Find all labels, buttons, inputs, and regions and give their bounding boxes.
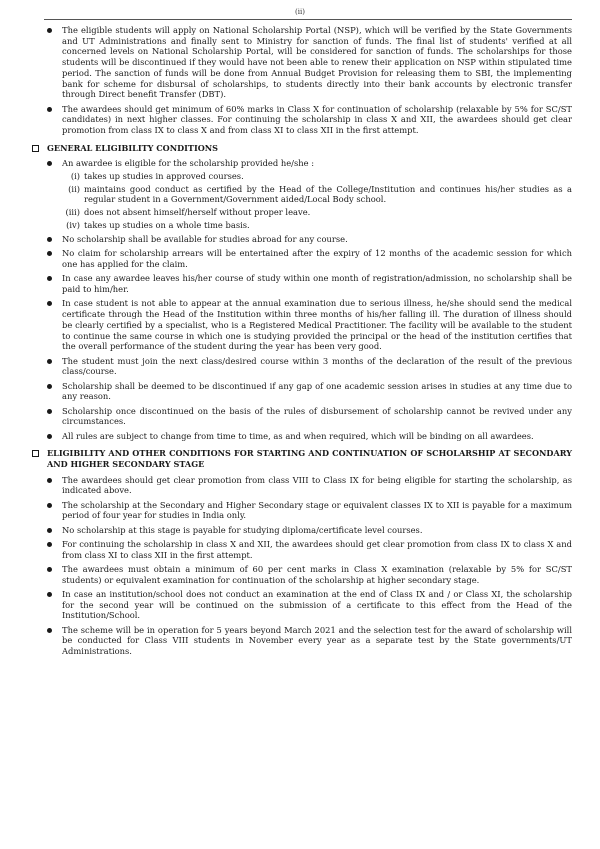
list-item-text: In case student is not able to appear at the annual examination due to serious illness, he/she should send the medical certificate through the Head of the Institution within three months of his/her falling ill. The duration of illness should be clearly certified by a specialist, who is a Registered Medical Practitioner. The facility will be available to the student to continue the same course in which one is studying provided the principal or the head of the institution certifies that the overall performance of the student during the year has been very good. [62,298,572,352]
bullet-icon [47,161,52,166]
sub-item-text: takes up studies in approved courses. [84,171,244,182]
list-item [32,298,572,352]
sub-list-item [62,220,572,231]
sub-item-number: (iv) [66,219,80,230]
section-heading-general-eligibility [32,143,572,154]
list-item [32,248,572,269]
list-item-text: The scheme will be in operation for 5 years beyond March 2021 and the selection test for the award of scholarship will be conducted for Class VIII students in November every year as a separate test by the State governments/UT Administrations. [62,624,572,657]
header-rule [44,19,572,20]
secondary-stage-list [32,475,572,657]
bullet-icon [47,276,52,281]
bullet-icon [47,301,52,306]
list-item-text: The awardees should get clear promotion from class VIII to Class IX for being eligible for starting the scholarship, as indicated above. [62,474,572,496]
general-eligibility-list [32,158,572,441]
list-item [32,589,572,621]
list-item [32,104,572,136]
list-item-text: No claim for scholarship arrears will be entertained after the expiry of 12 months of the academic session for which one has applied for the claim. [62,248,572,270]
list-item [32,525,572,536]
list-item-text: An awardee is eligible for the scholarship provided he/she : [62,158,315,169]
bullet-icon [47,567,52,572]
bullet-icon [47,409,52,414]
square-bullet-icon [32,145,39,152]
intro-list [32,25,572,136]
list-item [32,25,572,100]
section-heading-text: GENERAL ELIGIBILITY CONDITIONS [47,142,219,153]
section-heading-secondary-stage [32,448,572,469]
bullet-icon [47,434,52,439]
list-item [32,564,572,585]
bullet-icon [47,359,52,364]
bullet-icon [47,28,52,33]
bullet-icon [47,528,52,533]
list-item [32,234,572,245]
bullet-icon [47,628,52,633]
sub-item-number: (iii) [65,207,80,218]
list-item-text: Scholarship once discontinued on the basis of the rules of disbursement of scholarship cannot be revived under any circumstances. [62,405,572,427]
bullet-icon [47,478,52,483]
sub-item-number: (ii) [68,183,80,194]
list-item [32,539,572,560]
list-item [32,158,572,230]
bullet-icon [47,542,52,547]
sub-list-item [62,171,572,182]
bullet-icon [47,251,52,256]
list-item-text: The awardees must obtain a minimum of 60 per cent marks in Class X examination (relaxable by 5% for SC/ST students) or equivalent examination for continuation of the scholarship at higher secondary stage. [62,563,572,585]
list-item-text: In case any awardee leaves his/her course of study within one month of registration/admission, no scholarship shall be paid to him/her. [62,273,572,295]
list-item [32,500,572,521]
bullet-icon [47,592,52,597]
bullet-icon [47,384,52,389]
list-item [32,431,572,442]
list-item-text: The student must join the next class/desired course within 3 months of the declaration of the result of the previous class/course. [62,355,572,377]
list-item-text: For continuing the scholarship in class X and XII, the awardees should get clear promotion from class IX to class X and from class XI to class XII in the first attempt. [62,538,572,560]
bullet-icon [47,107,52,112]
list-item-text: The awardees should get minimum of 60% marks in Class X for continuation of scholarship (relaxable by 5% for SC/ST candidates) in next higher classes. For continuing the scholarship in class X and XII, the awardees should get clear promotion from class IX to class X and from class XI to class XII in the first attempt. [62,103,572,135]
sub-item-number: (i) [70,171,80,182]
list-item [32,625,572,657]
list-item-text: All rules are subject to change from time to time, as and when required, which will be binding on all awardees. [62,430,534,441]
list-item-text: No scholarship at this stage is payable for studying diploma/certificate level courses. [62,524,423,535]
page-number: (ii) [295,8,305,16]
bullet-icon [47,503,52,508]
list-item-text: No scholarship shall be available for studies abroad for any course. [62,234,348,245]
section-heading-text: ELIGIBILITY AND OTHER CONDITIONS FOR STARTING AND CONTINUATION OF SCHOLARSHIP AT SECONDARY AND HIGHER SECONDARY STAGE [47,448,572,469]
sub-list-item [62,207,572,218]
list-item-text: Scholarship shall be deemed to be discontinued if any gap of one academic session arises in studies at any time due to any reason. [62,380,572,402]
list-item [32,356,572,377]
square-bullet-icon [32,450,39,457]
list-item-text: In case an institution/school does not conduct an examination at the end of Class IX and / or Class XI, the scholarship for the second year will be continued on the submission of a certificate to this effect from the Head of the Institution/School. [62,588,572,621]
document-body [32,25,572,660]
list-item [32,273,572,294]
list-item-text: The eligible students will apply on National Scholarship Portal (NSP), which will be verified by the State Governments and UT Administrations and finally sent to Ministry for sanction of funds. The final list of students' verified at all concerned levels on National Scholarship Portal, will be considered for sanction of funds. The scholarships for those students will be discontinued if they would have not been able to renew their application on NSP within stipulated time period. The sanction of funds will be done from Annual Budget Provision for releasing them to SBI, the implementing bank for scheme for disbursal of scholarships, to students directly into their bank accounts by electronic transfer through Direct benefit Transfer (DBT). [62,25,572,100]
bullet-icon [47,237,52,242]
sub-item-text: does not absent himself/herself without proper leave. [84,207,311,218]
list-item [32,381,572,402]
sub-list-item [62,184,572,205]
list-item-text: The scholarship at the Secondary and Higher Secondary stage or equivalent classes IX to XII is payable for a maximum period of four year for studies in India only. [62,499,572,521]
list-item [32,406,572,427]
list-item [32,475,572,496]
sub-item-text: maintains good conduct as certified by the Head of the College/Institution and continues his/her studies as a regular student in a Government/Government aided/Local Body school. [84,183,572,205]
sub-item-text: takes up studies on a whole time basis. [84,219,250,230]
condition-sublist [62,171,572,231]
